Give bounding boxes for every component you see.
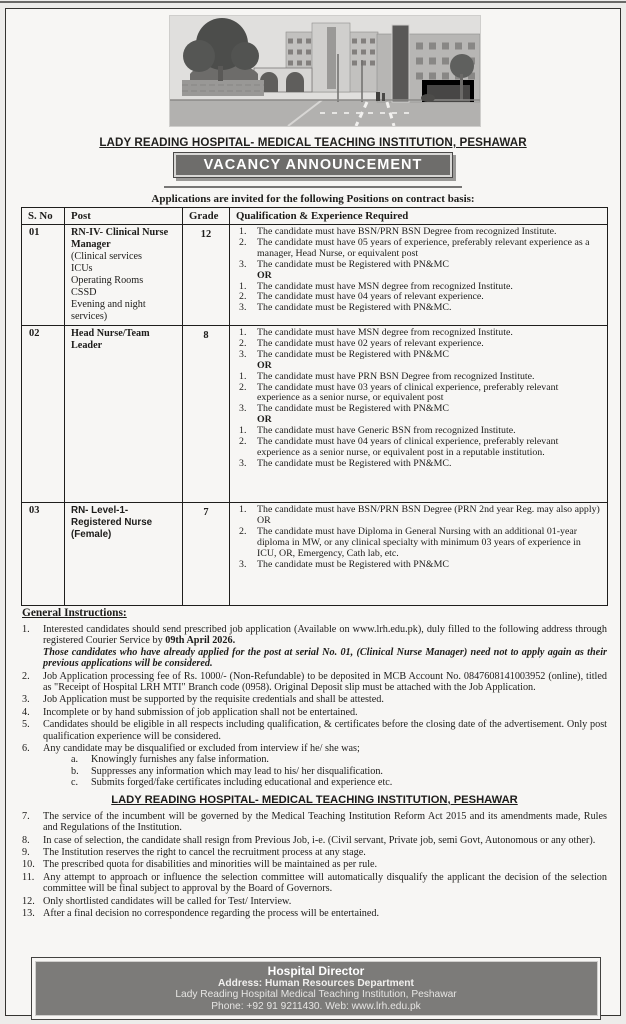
qualification-item-number: 2. [239, 337, 247, 349]
instruction-item [22, 743, 607, 789]
post-detail-line: Operating Rooms [71, 275, 144, 286]
instruction-number: 8. [22, 834, 30, 846]
footer-frame [31, 957, 601, 1020]
instruction-text: Job Application processing fee of Rs. 1000/- (Non-Refundable) to be deposited in MCB Account No. 0847608141003952 (online), titled as "Receipt of Hospital LRH MTI" Branch code (0958). Original Deposit slip must be attached with the Job Application. [43, 670, 607, 694]
serial-number-cell: 01 [22, 225, 65, 326]
qualification-item-text: OR [257, 269, 272, 281]
post-cell [65, 326, 183, 503]
hospital-photo-graphic [170, 16, 480, 126]
instruction-number: 7. [22, 810, 30, 822]
qualification-item-number: 1. [239, 226, 247, 237]
qualification-item-number: 1. [239, 370, 247, 382]
general-instructions-heading: General Instructions: [22, 607, 127, 619]
qualification-item-text: The candidate must have MSN degree from recognized Institute. [257, 280, 513, 292]
table-row [22, 503, 608, 606]
qualification-item [233, 527, 604, 560]
qualification-item-gap [249, 372, 257, 383]
qualification-item-text: OR [257, 414, 272, 426]
instruction-body [43, 707, 607, 718]
qualification-item-number: 1. [239, 504, 247, 515]
instruction-text: Only shortlisted candidates will be called for Test/ Interview. [43, 895, 292, 907]
instruction-subitem [43, 754, 607, 765]
instruction-number: 3. [22, 694, 30, 706]
qualification-cell [230, 503, 608, 606]
instruction-body [43, 671, 607, 694]
instruction-text: After a final decision no correspondence regarding the process will be entertained. [43, 907, 380, 919]
qualification-item [233, 303, 604, 314]
qualification-item-gap [249, 361, 257, 372]
qualification-item-text: The candidate must have Generic BSN from recognized Institute. [257, 425, 516, 437]
serial-number-cell: 02 [22, 326, 65, 503]
instruction-number: 13. [22, 907, 35, 919]
instruction-subitem-text: Suppresses any information which may lead to his/ her disqualification. [91, 765, 383, 777]
grade-cell: 12 [183, 225, 230, 326]
qualification-item-text: The candidate must have MSN degree from recognized Institute. [257, 327, 513, 338]
qualification-item-text: The candidate must have 04 years of clinical experience, preferably relevant experience as a senior nurse, or equivalent post in a reputable institution. [257, 436, 559, 458]
intro-line: Applications are invited for the following Positions on contract basis: [151, 193, 475, 205]
qualification-item-gap [249, 415, 257, 426]
qualification-item-number: 3. [239, 258, 247, 270]
instruction-body [43, 694, 607, 705]
qualification-item-number: 3. [239, 403, 247, 415]
instruction-item [22, 719, 607, 742]
instruction-text: Any attempt to approach or influence the selection committee will automatically disqualify the applicant the decision of the selection committee will be final subject to approval by the Board of Governors. [43, 871, 607, 895]
qualification-item-gap [249, 437, 257, 459]
qualification-item-number: 2. [239, 291, 247, 303]
qualification-item-gap [249, 350, 257, 361]
instruction-body [43, 743, 607, 789]
post-title: RN-IV- Clinical Nurse Manager [71, 227, 169, 250]
instruction-item [22, 835, 607, 846]
general-instructions-list-continued [22, 811, 607, 920]
instruction-text: Job Application must be supported by the requisite credentials and shall be attested. [43, 694, 384, 706]
qualification-item [233, 383, 604, 405]
instruction-item [22, 624, 607, 670]
instruction-number: 2. [22, 670, 30, 682]
instruction-text: In case of selection, the candidate shall resign from Previous Job, i-e. (Civil servant, Private job, semi Govt, Autonomous or any other). [43, 834, 596, 846]
qualification-item [233, 505, 604, 527]
general-instructions-list [22, 624, 607, 789]
instruction-number: 12. [22, 895, 35, 907]
qualification-item [233, 560, 604, 571]
qualification-item [233, 238, 604, 260]
instruction-item [22, 872, 607, 895]
instruction-subitem [43, 766, 607, 777]
post-detail-line: (Clinical services [71, 251, 143, 262]
qualification-item-number: 2. [239, 381, 247, 393]
instruction-number: 5. [22, 719, 30, 731]
col-header-qualification: Qualification & Experience Required [230, 208, 608, 225]
qualification-item-gap [249, 292, 257, 303]
qualification-item [233, 459, 604, 470]
instruction-text: Incomplete or by hand submission of job application shall not be entertained. [43, 706, 358, 718]
qualification-item-number: 1. [239, 425, 247, 437]
qualification-item-number: 2. [239, 236, 247, 248]
instruction-subitem-text: Submits forged/fake certificates including educational and experience etc. [91, 777, 393, 789]
instruction-number: 10. [22, 859, 35, 871]
post-detail-line: CSSD [71, 287, 97, 298]
instruction-number: 1. [22, 624, 30, 635]
instruction-body [43, 872, 607, 895]
instruction-body [43, 908, 607, 919]
qualification-or-separator [233, 361, 604, 372]
footer-address-box [35, 961, 598, 1017]
grade-cell: 7 [183, 503, 230, 606]
qualification-item-number: 2. [239, 525, 247, 537]
qualification-cell [230, 225, 608, 326]
qualification-item-gap [249, 404, 257, 415]
qualification-item-text: OR [257, 359, 272, 371]
qualification-item-text: The candidate must be Registered with PN&MC [257, 258, 449, 270]
instruction-number: 9. [22, 846, 30, 858]
vacancy-announcement-banner: VACANCY ANNOUNCEMENT [173, 152, 454, 178]
instruction-number: 11. [22, 871, 35, 883]
positions-table [21, 207, 608, 606]
grade-cell: 8 [183, 326, 230, 503]
qualification-item-text: The candidate must have Diploma in General Nursing with an additional 01-year diploma in MW, or any clinical specialty with minimum 03 years of experience in ICU, OR, Emergency, Cath lab, etc. [257, 525, 581, 559]
qualification-item-text: The candidate must have 04 years of relevant experience. [257, 291, 484, 303]
instruction-subitem-letter: c. [71, 777, 79, 789]
instruction-item [22, 896, 607, 907]
qualification-item-gap [249, 459, 257, 470]
instruction-subitem-letter: b. [71, 765, 79, 777]
instruction-body [43, 811, 607, 834]
qualification-item-number: 3. [239, 457, 247, 469]
footer-phone-web-line: Phone: +92 91 9211430. Web: www.lrh.edu.pk [211, 1000, 421, 1012]
qualification-item-gap [249, 238, 257, 260]
qualification-item-text: The candidate must be Registered with PN&MC [257, 403, 449, 415]
document-page [5, 8, 621, 1016]
qualification-item-text: The candidate must have 02 years of relevant experience. [257, 337, 484, 349]
qualification-item-gap [249, 426, 257, 437]
post-title: Head Nurse/Team Leader [71, 328, 150, 351]
instruction-item [22, 908, 607, 919]
qualification-item-text: The candidate must be Registered with PN&MC [257, 558, 449, 570]
qualification-item-number: 1. [239, 327, 247, 338]
instruction-body [43, 835, 607, 846]
instruction-subitem [43, 777, 607, 788]
instruction-item [22, 811, 607, 834]
qualification-item-number: 3. [239, 302, 247, 314]
qualification-item-number: 3. [239, 558, 247, 570]
qualification-item-gap [249, 505, 257, 527]
qualification-item-gap [249, 282, 257, 293]
instruction-text: The Institution reserves the right to cancel the recruitment process at any stage. [43, 846, 366, 858]
qualification-item-number [233, 361, 249, 372]
table-header-row [22, 208, 608, 225]
qualification-item-gap [249, 303, 257, 314]
qualification-item-text: The candidate must have 05 years of experience, preferably relevant experience as a manager, Head Nurse, or equivalent post [257, 236, 590, 259]
post-details [71, 251, 179, 323]
qualification-item-gap [249, 339, 257, 350]
col-header-post: Post [65, 208, 183, 225]
qualification-item [233, 350, 604, 361]
post-cell [65, 503, 183, 606]
serial-number-cell: 03 [22, 503, 65, 606]
instruction-item [22, 707, 607, 718]
instructions-section [22, 607, 607, 920]
qualification-item-number: 1. [239, 280, 247, 292]
qualification-item-gap [249, 271, 257, 282]
instruction-note: Those candidates who have already applied for the post at serial No. 01, (Clinical Nurse Manager) need not to apply again as their previous applications will be considered. [43, 646, 607, 670]
instruction-text: Any candidate may be disqualified or excluded from interview if he/ she was; [43, 743, 360, 755]
qualification-item-gap [249, 527, 257, 560]
hospital-name-heading: LADY READING HOSPITAL- MEDICAL TEACHING INSTITUTION, PESHAWAR [99, 136, 527, 149]
instruction-item [22, 859, 607, 870]
qualification-or-separator [233, 271, 604, 282]
instruction-item [22, 671, 607, 694]
qualification-item [233, 260, 604, 271]
qualification-cell [230, 326, 608, 503]
banner-underline-rule [164, 186, 462, 188]
table-row [22, 326, 608, 503]
qualification-item-text: The candidate must have PRN BSN Degree from recognized Institute. [257, 370, 535, 382]
qualification-item-text: The candidate must have BSN/PRN BSN Degree from recognized Institute. [257, 226, 557, 237]
qualification-item-number: 3. [239, 348, 247, 360]
qualification-item-text: The candidate must have 03 years of clinical experience, preferably relevant experience as a senior nurse, or equivalent post [257, 381, 559, 404]
qualification-item-gap [249, 383, 257, 405]
instruction-body [43, 859, 607, 870]
instruction-text: The prescribed quota for disabilities and minorities will be maintained as per rule. [43, 859, 378, 871]
table-body [22, 225, 608, 606]
instruction-subitem-text: Knowingly furnishes any false information. [91, 754, 269, 766]
qualification-item [233, 404, 604, 415]
footer-title: Hospital Director [267, 963, 365, 978]
hospital-building-photo [169, 15, 481, 127]
qualification-item [233, 437, 604, 459]
post-detail-line: Evening and night services) [71, 299, 146, 322]
col-header-grade: Grade [183, 208, 230, 225]
col-header-sno: S. No [22, 208, 65, 225]
qualification-item-text: The candidate must be Registered with PN&MC. [257, 302, 452, 314]
qualification-item-gap [249, 260, 257, 271]
qualification-item-text: The candidate must be Registered with PN&MC. [257, 457, 452, 469]
table-row [22, 225, 608, 326]
instruction-body [43, 896, 607, 907]
qualification-item-number [233, 271, 249, 282]
footer-institution-line: Lady Reading Hospital Medical Teaching Institution, Peshawar [175, 989, 457, 1000]
instruction-item [22, 847, 607, 858]
instruction-number: 6. [22, 743, 30, 755]
post-detail-line: ICUs [71, 263, 93, 274]
qualification-item-gap [249, 328, 257, 339]
qualification-item [233, 372, 604, 383]
post-cell [65, 225, 183, 326]
instruction-number: 4. [22, 706, 30, 718]
instruction-text: The service of the incumbent will be governed by the Medical Teaching Institution Reform Act 2015 and its amendments made, Rules and Regulations of the Institution. [43, 810, 607, 834]
vacancy-banner-wrap [6, 152, 620, 178]
qualification-item-text: The candidate must have BSN/PRN BSN Degree (PRN 2nd year Reg. may also apply) OR [257, 504, 600, 526]
instruction-body [43, 719, 607, 742]
qualification-item-text: The candidate must be Registered with PN&MC [257, 348, 449, 360]
instruction-item [22, 694, 607, 705]
instruction-text: Candidates should be eligible in all respects including qualification, & certificates before the closing date of the advertisement. Only post qualification experience will be considered. [43, 719, 607, 742]
post-title: RN- Level-1- Registered Nurse (Female) [71, 505, 153, 540]
footer-address-label: Address: Human Resources Department [218, 977, 414, 989]
instruction-body [43, 847, 607, 858]
qualification-item-number: 2. [239, 436, 247, 448]
instruction-deadline: 09th April 2026. [165, 635, 236, 647]
qualification-item-gap [249, 227, 257, 238]
instruction-body [43, 624, 607, 670]
hospital-name-subheading: LADY READING HOSPITAL- MEDICAL TEACHING INSTITUTION, PESHAWAR [111, 793, 518, 806]
instruction-subitem-letter: a. [71, 754, 79, 766]
scan-edge-line [0, 1, 626, 3]
instruction-text: Interested candidates should send prescribed job application (Available on www.lrh.edu.pk), duly filled to the following address through registered Courier Service by [43, 624, 607, 647]
qualification-item-gap [249, 560, 257, 571]
